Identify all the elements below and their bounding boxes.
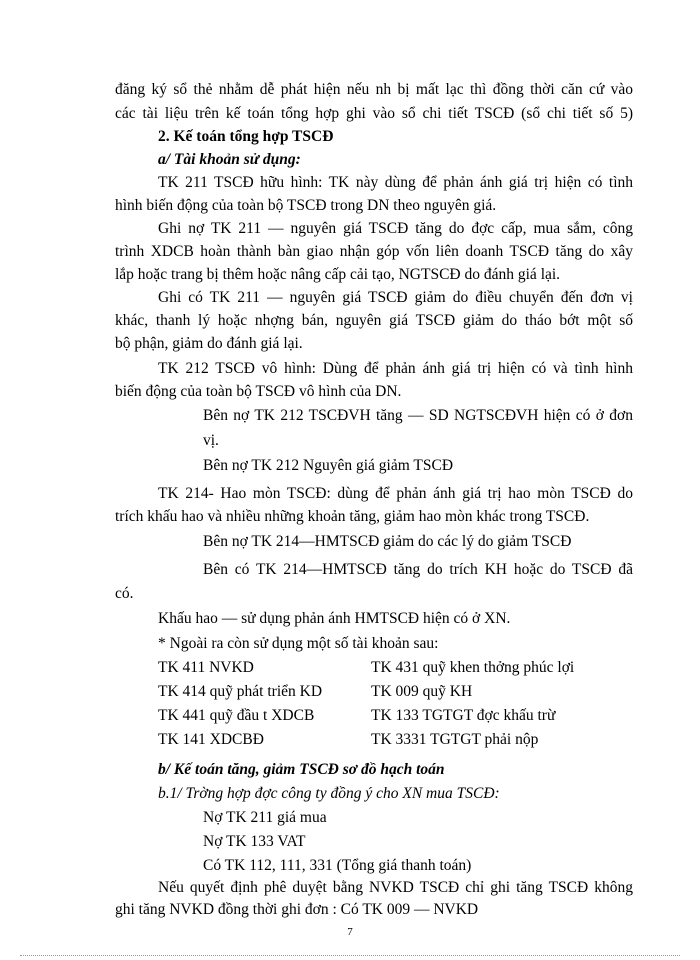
- text-line: trình XDCB hoàn thành bàn giao nhận góp vốn liên doanh TSCĐ tăng do xây: [115, 243, 633, 260]
- account-item: TK 3331 TGTGT phải nộp: [371, 731, 539, 748]
- text-line: Ghi nợ TK 211 — nguyên giá TSCĐ tăng do đợc cấp, mua sắm, công: [158, 220, 633, 237]
- account-item: TK 009 quỹ KH: [371, 683, 473, 700]
- text-line: Bên nợ TK 212 Nguyên giá giảm TSCĐ: [203, 457, 454, 474]
- account-item: TK 411 NVKD: [158, 659, 254, 676]
- subsection-heading: b/ Kế toán tăng, giảm TSCĐ sơ đồ hạch toán: [158, 761, 445, 778]
- text-line: TK 214- Hao mòn TSCĐ: dùng để phản ánh giá trị hao mòn TSCĐ do: [158, 485, 633, 502]
- section-heading: 2. Kế toán tổng hợp TSCĐ: [158, 128, 334, 145]
- page-number: 7: [347, 926, 353, 938]
- text-line: lắp hoặc trang bị thêm hoặc nâng cấp cải tạo, NGTSCĐ do đánh giá lại.: [115, 266, 561, 283]
- text-line: * Ngoài ra còn sử dụng một số tài khoản sau:: [158, 635, 439, 652]
- text-line: khác, thanh lý hoặc nhợng bán, nguyên giá TSCĐ giảm do tháo bớt một số: [115, 312, 633, 329]
- account-item: TK 141 XDCBĐ: [158, 731, 264, 748]
- text-line: TK 211 TSCĐ hữu hình: TK này dùng để phản ánh giá trị hiện có tình: [158, 174, 633, 191]
- text-line: hình biến động của toàn bộ TSCĐ trong DN theo nguyên giá.: [115, 197, 497, 214]
- text-line: Ghi có TK 211 — nguyên giá TSCĐ giảm do điều chuyển đến đơn vị: [158, 289, 633, 306]
- text-line: Bên nợ TK 214—HMTSCĐ giảm do các lý do giảm TSCĐ: [203, 533, 572, 550]
- text-line: ghi tăng NVKD đồng thời ghi đơn : Có TK 009 — NVKD: [115, 901, 479, 918]
- account-item: TK 414 quỹ phát triển KD: [158, 683, 323, 700]
- text-line: Nếu quyết định phê duyệt bằng NVKD TSCĐ chỉ ghi tăng TSCĐ không: [158, 879, 633, 896]
- text-line: Có TK 112, 111, 331 (Tổng giá thanh toán): [203, 857, 472, 874]
- text-line: có.: [115, 585, 134, 602]
- text-line: Bên nợ TK 212 TSCĐVH tăng — SD NGTSCĐVH hiện có ở đơn: [203, 407, 633, 424]
- text-line: Nợ TK 211 giá mua: [203, 809, 327, 826]
- text-line: bộ phận, giảm do đánh giá lại.: [115, 335, 303, 352]
- text-line: TK 212 TSCĐ vô hình: Dùng để phản ánh giá trị hiện có và tình hình: [158, 360, 633, 377]
- subsection-heading: b.1/ Trờng hợp đợc công ty đồng ý cho XN mua TSCĐ:: [158, 785, 500, 802]
- text-line: vị.: [203, 432, 219, 449]
- account-item: TK 431 quỹ khen thởng phúc lợi: [371, 659, 575, 676]
- account-item: TK 441 quỹ đầu t XDCB: [158, 707, 315, 724]
- text-line: Bên có TK 214—HMTSCĐ tăng do trích KH hoặc do TSCĐ đã: [203, 561, 633, 578]
- account-item: TK 133 TGTGT đợc khấu trừ: [371, 707, 556, 724]
- subsection-heading: a/ Tài khoản sử dụng:: [158, 151, 301, 168]
- page-footer-divider: [20, 955, 680, 956]
- text-line: trích khấu hao và nhiều những khoản tăng, giảm hao mòn khác trong TSCĐ.: [115, 508, 590, 525]
- text-line: đăng ký sổ thẻ nhằm dễ phát hiện nếu nh bị mất lạc thì đồng thời căn cứ vào: [115, 81, 633, 98]
- text-line: biến động của toàn bộ TSCĐ vô hình của DN.: [115, 383, 402, 400]
- text-line: Nợ TK 133 VAT: [203, 833, 306, 850]
- text-line: các tài liệu trên kế toán tổng hợp ghi vào sổ chi tiết TSCĐ (sổ chi tiết số 5): [115, 105, 633, 122]
- text-line: Khấu hao — sử dụng phản ánh HMTSCĐ hiện có ở XN.: [158, 610, 511, 627]
